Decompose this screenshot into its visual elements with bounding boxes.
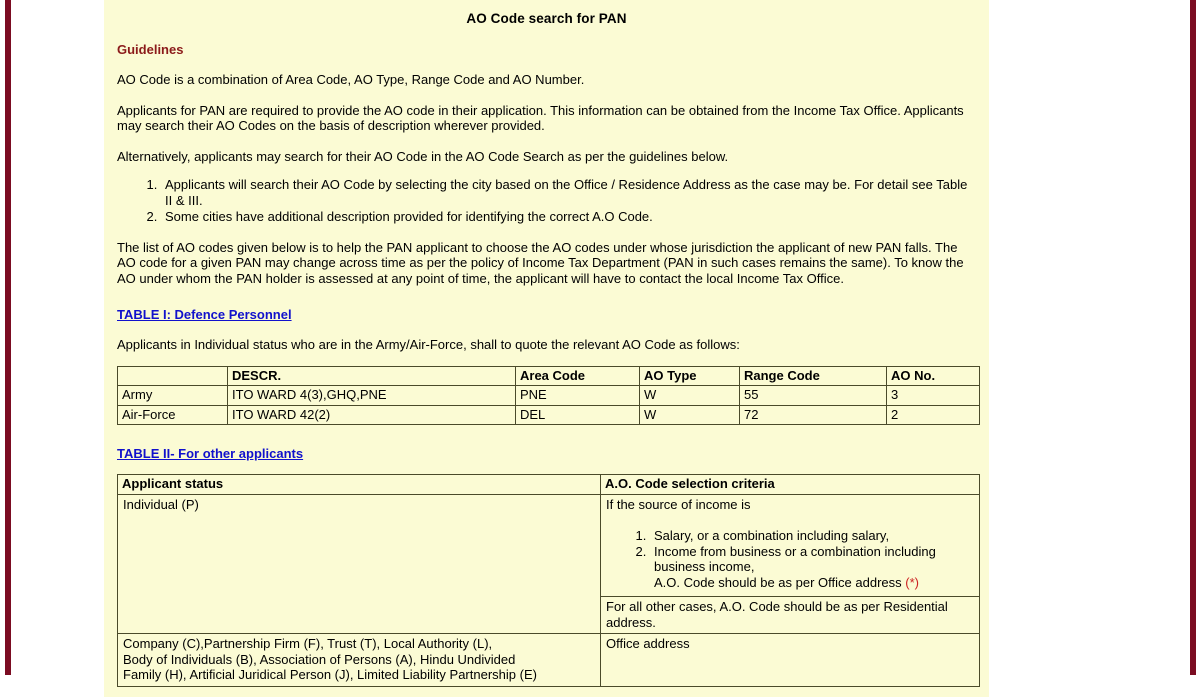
cell-range-code: 55 [740, 386, 887, 406]
cell-force-label: Air-Force [118, 405, 228, 425]
cell-status-individual: Individual (P) [118, 494, 601, 634]
list-item: 2. Some cities have additional description provided for identifying the correct A.O Code. [161, 209, 978, 225]
cell-range-code: 72 [740, 405, 887, 425]
column-header-ao-no: AO No. [887, 366, 980, 386]
left-page-rule [5, 0, 11, 675]
status-line: Body of Individuals (B), Association of Persons (A), Hindu Undivided [123, 651, 516, 667]
column-header-applicant-status: Applicant status [118, 475, 601, 495]
paragraph-ao-code-list-note: The list of AO codes given below is to help the PAN applicant to choose the AO codes under whose jurisdiction the applicant of new PAN falls. The AO code for a given PAN may change across time as per the policy of Income Tax Department (PAN in such cases remains the same). To know the AO under whom the PAN holder is assessed at any point of time, the applicant will have to contact the local Income Tax Office. [117, 239, 964, 286]
cell-area-code: DEL [516, 405, 640, 425]
column-header-blank [118, 366, 228, 386]
list-item-text: Income from business or a combination including business income, [654, 543, 936, 574]
table-one-intro: Applicants in Individual status who are in the Army/Air-Force, shall to quote the relevant AO Code as follows: [117, 337, 740, 352]
table-row [118, 634, 980, 687]
list-item: 1. Applicants will search their AO Code by selecting the city based on the Office / Residence Address as the case may be. For detail see Table II & III. [161, 177, 978, 208]
other-applicants-table [117, 474, 980, 687]
table-row [118, 405, 980, 425]
status-line: Family (H), Artificial Juridical Person (J), Limited Liability Partnership (E) [123, 667, 537, 682]
guidelines-heading: Guidelines [117, 42, 184, 57]
page-title: AO Code search for PAN [466, 11, 627, 26]
paragraph-alternative-search: Alternatively, applicants may search for their AO Code in the AO Code Search as per the guidelines below. [117, 148, 729, 164]
table-row [118, 494, 980, 597]
list-item: 1. Salary, or a combination including salary, [650, 528, 975, 544]
paragraph-applicants-requirement: Applicants for PAN are required to provide the AO code in their application. This information can be obtained from the Income Tax Office. Applicants may search their AO Codes on the basis of description wherever provided. [117, 102, 964, 133]
column-header-ao-criteria: A.O. Code selection criteria [601, 475, 980, 495]
cell-ao-type: W [640, 405, 740, 425]
status-line: Company (C),Partnership Firm (F), Trust (T), Local Authority (L), [123, 636, 493, 651]
table-header-row [118, 366, 980, 386]
guideline-list [115, 177, 978, 225]
cell-ao-type: W [640, 386, 740, 406]
right-page-rule [1190, 0, 1196, 675]
cell-force-label: Army [118, 386, 228, 406]
column-header-descr: DESCR. [228, 366, 516, 386]
cell-criteria-income-source [601, 494, 980, 597]
table-header-row [118, 475, 980, 495]
cell-ao-no: 3 [887, 386, 980, 406]
cell-descr: ITO WARD 4(3),GHQ,PNE [228, 386, 516, 406]
criteria-list [606, 528, 975, 590]
criteria-office-address-note [654, 575, 975, 591]
cell-status-entities [118, 634, 601, 687]
asterisk-marker: (*) [905, 574, 919, 590]
column-header-ao-type: AO Type [640, 366, 740, 386]
document-content [104, 0, 989, 697]
list-item [650, 544, 975, 591]
column-header-area-code: Area Code [516, 366, 640, 386]
criteria-note-text: A.O. Code should be as per Office address [654, 574, 902, 590]
cell-criteria-other-cases: For all other cases, A.O. Code should be as per Residential address. [601, 597, 980, 634]
table-one-link[interactable]: TABLE I: Defence Personnel [117, 307, 292, 322]
cell-descr: ITO WARD 42(2) [228, 405, 516, 425]
table-two-link[interactable]: TABLE II- For other applicants [117, 446, 304, 461]
column-header-range-code: Range Code [740, 366, 887, 386]
table-row [118, 386, 980, 406]
paragraph-ao-code-definition: AO Code is a combination of Area Code, AO Type, Range Code and AO Number. [117, 72, 585, 87]
criteria-intro-text: If the source of income is [606, 496, 751, 512]
cell-ao-no: 2 [887, 405, 980, 425]
cell-area-code: PNE [516, 386, 640, 406]
defence-personnel-table [117, 366, 980, 426]
cell-criteria-office-address: Office address [601, 634, 980, 687]
